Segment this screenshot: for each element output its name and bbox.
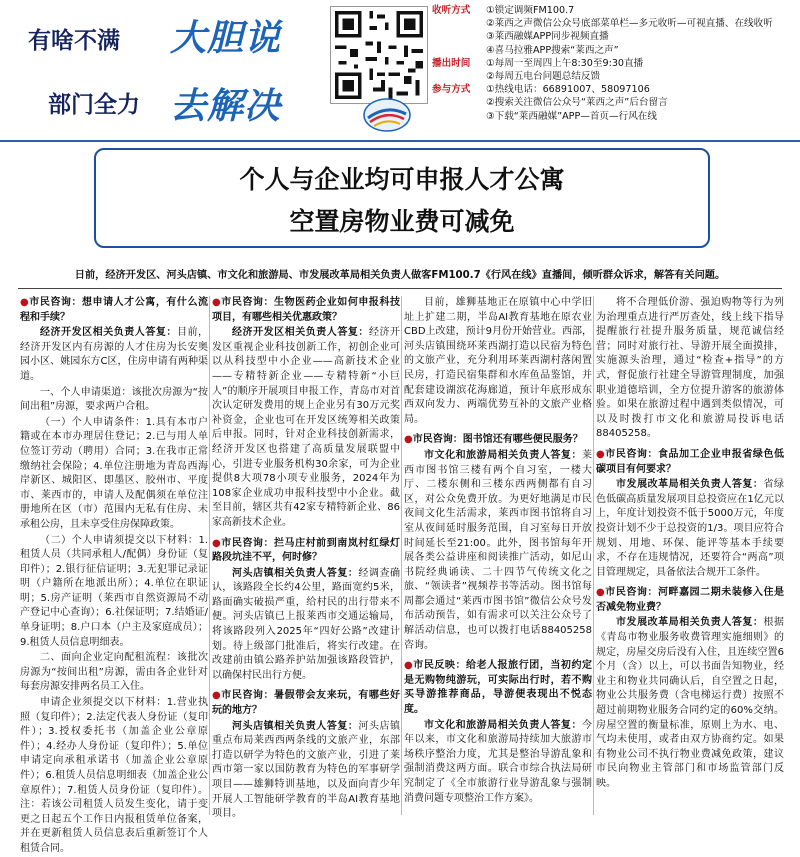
answer-text: 河头店镇重点布局莱西西两条线的文旅产业，东部打造以研学为特色的文旅产业，引进了莱西市第一家以国防教育为特色的军事研学项目——雄狮特训基地，以及面向青少年开展人工智能研学教育的半岛AI教育基地项目。	[212, 720, 401, 820]
lede-text: 日前，经济开发区、河头店镇、市文化和旅游局、市发展改革局相关负责人做客FM100.7《行风在线》直播间，倾听群众诉求，解答有关问题。	[74, 270, 726, 281]
info-row	[432, 57, 794, 70]
question-text: 市民咨询：河畔嘉园二期未装修入住是否减免物业费？	[596, 587, 785, 613]
question-text: 市民咨询：暑假带会友来玩，有哪些好玩的地方？	[212, 690, 401, 717]
official-answer	[596, 616, 784, 791]
body-paragraph: 二、面向企业定向配租流程：该批次房源为“按间出租”房源，需由各企业针对每套房源安排两名员工入住。	[20, 652, 208, 693]
answer-text: 经济开发区重视企业科技创新工作，初创企业可以从科技型中小企业——高新技术企业——专精特新企业——专精特新“小巨人”的顺序开展项目申报工作，青岛市对首次认定研发费用的规上企业另有30万元奖补资金，企业也可在开发区统筹相关政策后申报。同时，针对企业科技创新需求，经济开发区也搭建了高质量发展联盟中心，引进专业服务机构30余家，可为企业提供8大项78小项专业服务，2024年为108家企业成功申报科技型中小企业。截至目前，辖区共有42家专精特新企业、86家高新技术企业。	[212, 327, 401, 528]
info-value: ③莱西融媒APP同步视频直播	[486, 31, 609, 43]
answer-text: 目前，经济开发区内有房源的人才住房为长安奥园小区、姚园东方C区，住房申请有两种渠道。	[20, 327, 209, 382]
question-text: 市民反映：给老人报旅行团，当初约定是无购物纯游玩，可实际出行时，若不购买导游推荐商品，导游便表现出不悦态度。	[404, 660, 593, 716]
official-answer	[404, 719, 592, 807]
answer-speaker: 经济开发区相关负责人答复：	[40, 327, 177, 339]
info-key: 播出时间	[432, 57, 471, 69]
question-text: 市民咨询：生物医药企业如何申报科技项目，有哪些相关优惠政策？	[212, 297, 401, 323]
answer-text: 今年以来，市文化和旅游局持续加大旅游市场秩序整治力度，尤其是整治导游乱象和强制消费这两方面。联合市综合执法局研究制定了《全市旅游行业导游乱象与强制消费问题专项整治工作方案》。	[404, 719, 592, 804]
bullet-icon: ●	[404, 434, 413, 446]
reader-question	[212, 689, 400, 718]
article-column-1	[20, 296, 209, 854]
info-key: 参与方式	[432, 84, 471, 96]
body-paragraph: （一）个人申请条件：1.具有本市户籍或在本市办理居住登记；2.已与用人单位签订劳动（聘用）合同；3.在我市正常缴纳社会保险；4.单位注册地为青岛西海岸新区、城阳区、即墨区、胶州市、平度市、莱西市的，申请人及配偶须在单位注册地所在区（市）范围内无私有住房、未承租公房，且未享受住房保障政策。	[20, 416, 208, 530]
answer-speaker: 河头店镇相关负责人答复：	[232, 720, 359, 732]
official-answer	[212, 326, 400, 530]
info-value: ①每周一至周四上午8:30至9:30直播	[486, 57, 644, 69]
bullet-icon: ●	[212, 537, 222, 549]
answer-speaker: 市发展改革局相关负责人答复：	[616, 479, 764, 491]
info-row	[432, 83, 794, 96]
banner-divider	[0, 140, 800, 142]
body-paragraph: 目前，雄狮基地正在原镇中心中学旧址上扩建二期，半岛AI教育基地在原农业CBD上改建，预计9月份开始营业。西部，河头店镇围绕环莱西湖打造以民宿为特色的文旅产业，充分利用环莱西湖村落闲置民房，打造民宿集群和水库鱼品鉴馆，并配套建设湖滨花海廊道，预计年底形成东西双向发力、两端优势互补的文旅产业格局。	[404, 297, 592, 425]
body-paragraph: （二）个人申请须提交以下材料：1.租赁人员（共同承租人/配偶）身份证（复印件）；2.银行征信证明；3.无犯罪记录证明（户籍所在地派出所）；4.单位在职证明；5.房产证明（莱西市自然资源局不动产登记中心查询）；6.社保证明；7.结婚证/单身证明；8.户口本（户主及家庭成员）；9.租赁人员信息明细表。	[20, 534, 208, 648]
bullet-icon: ●	[20, 297, 30, 308]
info-value: ②莱西之声微信公众号底部菜单栏—多元收听—可视直播、在线收听	[486, 18, 773, 30]
official-answer	[212, 567, 400, 684]
question-text: 市民咨询：图书馆还有哪些便民服务？	[412, 434, 583, 446]
station-logo-icon	[362, 96, 412, 134]
bullet-icon: ●	[212, 690, 222, 702]
official-answer	[404, 449, 592, 653]
bullet-icon: ●	[212, 297, 222, 308]
reader-question	[212, 296, 400, 325]
reader-question	[212, 537, 400, 566]
qr-code-icon	[330, 6, 428, 104]
info-value: ①热线电话：66891007、58097106	[486, 84, 650, 96]
column-divider	[209, 296, 210, 815]
info-row	[432, 4, 794, 17]
headline-line-1: 个人与企业均可申报人才公寓	[239, 165, 565, 194]
info-value: ②每周五电台问题总结反馈	[486, 70, 601, 82]
info-row	[432, 96, 794, 109]
body-paragraph: 申请企业须提交以下材料：1.营业执照（复印件）；2.法定代表人身份证（复印件）；3.授权委托书（加盖企业公章原件）；4.经办人身份证（复印件）；5.单位申请定向承租承诺书（加盖企业公章原件）；6.租赁人员信息明细表（加盖企业公章原件）；7.租赁人员身份证（复印件）。注：若该公司租赁人员发生变化，请于变更之日起五个工作日内报租赁单位备案，并在更新租赁人员信息表后重新签订个人租赁合同。	[20, 697, 208, 854]
article-column-3	[404, 296, 592, 815]
answer-text: 莱西市图书馆三楼有两个自习室，一楼大厅、二楼东侧和三楼东西两侧都有自习区，对公众免费开放。为更好地满足市民夜间文化生活需求，莱西市图书馆将自习室从夜间延时服务范围，自习室每日开放时间延长至21:00。此外，图书馆每年开展各类公益讲座和阅读推广活动，如尼山书院经典诵读、二十四节气传统文化之旅、“领读者”视频荐书等活动。图书馆每周都会通过“莱西市图书馆”微信公众号发布活动预告，如有需求可以关注公众号了解活动信息，也可以拨打电话88405258咨询。	[404, 449, 592, 651]
program-info	[432, 4, 794, 123]
info-row	[432, 44, 794, 57]
answer-text: 根据《青岛市物业服务收费管理实施细则》的规定，房屋交房后没有入住，且连续空置6个月（含）以上，可以书面告知物业，经业主和物业共同确认后，自空置之日起，物业公共服务费（含电梯运行费）按照不超过前期物业服务合同约定的60%交纳。房屋空置的衡量标准，原则上为水、电、气均未使用，或者由双方协商约定。如果有物业公司不执行物业费减免政策，建议市民向物业主管部门和市场监管部门反映。	[596, 617, 785, 789]
info-value: ④喜马拉雅APP搜索“莱西之声”	[486, 44, 619, 56]
info-value: ①锁定调频FM100.7	[486, 5, 575, 16]
bullet-icon: ●	[404, 660, 414, 672]
reader-question	[596, 586, 784, 615]
official-answer	[596, 478, 784, 580]
info-row	[432, 110, 794, 123]
article-column-4	[596, 296, 784, 815]
reader-question	[404, 659, 592, 717]
info-row	[432, 30, 794, 43]
reader-question	[20, 296, 208, 325]
answer-speaker: 经济开发区相关负责人答复：	[232, 327, 369, 339]
info-row	[432, 17, 794, 30]
body-paragraph: 一、个人申请渠道：该批次房源为“按间出租”房源，要求两户合租。	[20, 386, 208, 413]
reader-question	[596, 448, 784, 477]
question-text: 市民咨询：想申请人才公寓，有什么流程和手续？	[20, 297, 209, 323]
slogan-block	[18, 6, 318, 134]
slogan-line-3: 部门全力	[48, 91, 140, 118]
slogan-line-1: 有啥不满	[28, 27, 120, 54]
info-key: 收听方式	[432, 5, 471, 16]
slogan-line-2: 大胆说	[170, 17, 282, 59]
answer-speaker: 市发展改革局相关负责人答复：	[616, 617, 764, 629]
answer-speaker: 市文化和旅游局相关负责人答复：	[424, 449, 582, 461]
headline-box	[94, 148, 710, 248]
question-text: 市民咨询：食品加工企业申报省绿色低碳项目有何要求？	[596, 448, 785, 475]
answer-text: 经调查确认，该路段全长约4公里，路面宽约5米，路面确实破损严重，给村民的出行带来不便。河头店镇已上报莱西市交通运输局，将该路段列入2025年“四好公路”改建计划。待上级部门批准后，将实行改建。在改建前由镇公路养护站加强该路段管护，以确保村民出行方便。	[212, 567, 401, 681]
answer-speaker: 市文化和旅游局相关负责人答复：	[424, 719, 582, 731]
reader-question	[404, 433, 592, 448]
official-answer	[212, 720, 400, 822]
program-banner	[0, 0, 800, 140]
body-paragraph: 将不合理低价游、强迫购物等行为列为治理重点进行严厉查处，线上线下指导提醒旅行社提升服务质量，规范诚信经营；同时对旅行社、导游开展全面摸排，实施源头治理，通过“检查+指导”的方式，督促旅行社建全导游管理制度，加强职业道德培训，全方位提升游客的旅游体验。如果在旅游过程中遇到类似情况，可以及时拨打市文化和旅游局投诉电话88405258。	[596, 297, 784, 440]
slogan-line-4: 去解决	[170, 85, 282, 127]
info-value: ②搜索关注微信公众号“莱西之声”后台留言	[486, 97, 668, 109]
answer-speaker: 河头店镇相关负责人答复：	[232, 567, 359, 579]
answer-text: 省绿色低碳高质量发展项目总投资应在1亿元以上，年度计划投资不低于5000万元，年度投资计划不少于总投资的1/3。项目应符合规划、用地、环保、能评等基本手续要求，不存在违规情况，还要符合“两高”项目管理规定，具备依法合规开工条件。	[596, 479, 785, 578]
bullet-icon: ●	[596, 587, 606, 599]
question-text: 市民咨询：拦马庄村前到南岚村红绿灯路段坑洼不平，何时修？	[212, 537, 401, 564]
lede-divider	[18, 288, 782, 289]
info-value: ③下载“莱西融媒”APP—首页—行风在线	[486, 110, 657, 122]
headline-line-2: 空置房物业费可减免	[289, 207, 515, 236]
info-row	[432, 70, 794, 83]
official-answer	[20, 326, 208, 384]
column-divider	[593, 296, 594, 815]
column-divider	[401, 296, 402, 815]
article-column-2	[212, 296, 401, 820]
bullet-icon: ●	[596, 448, 606, 460]
